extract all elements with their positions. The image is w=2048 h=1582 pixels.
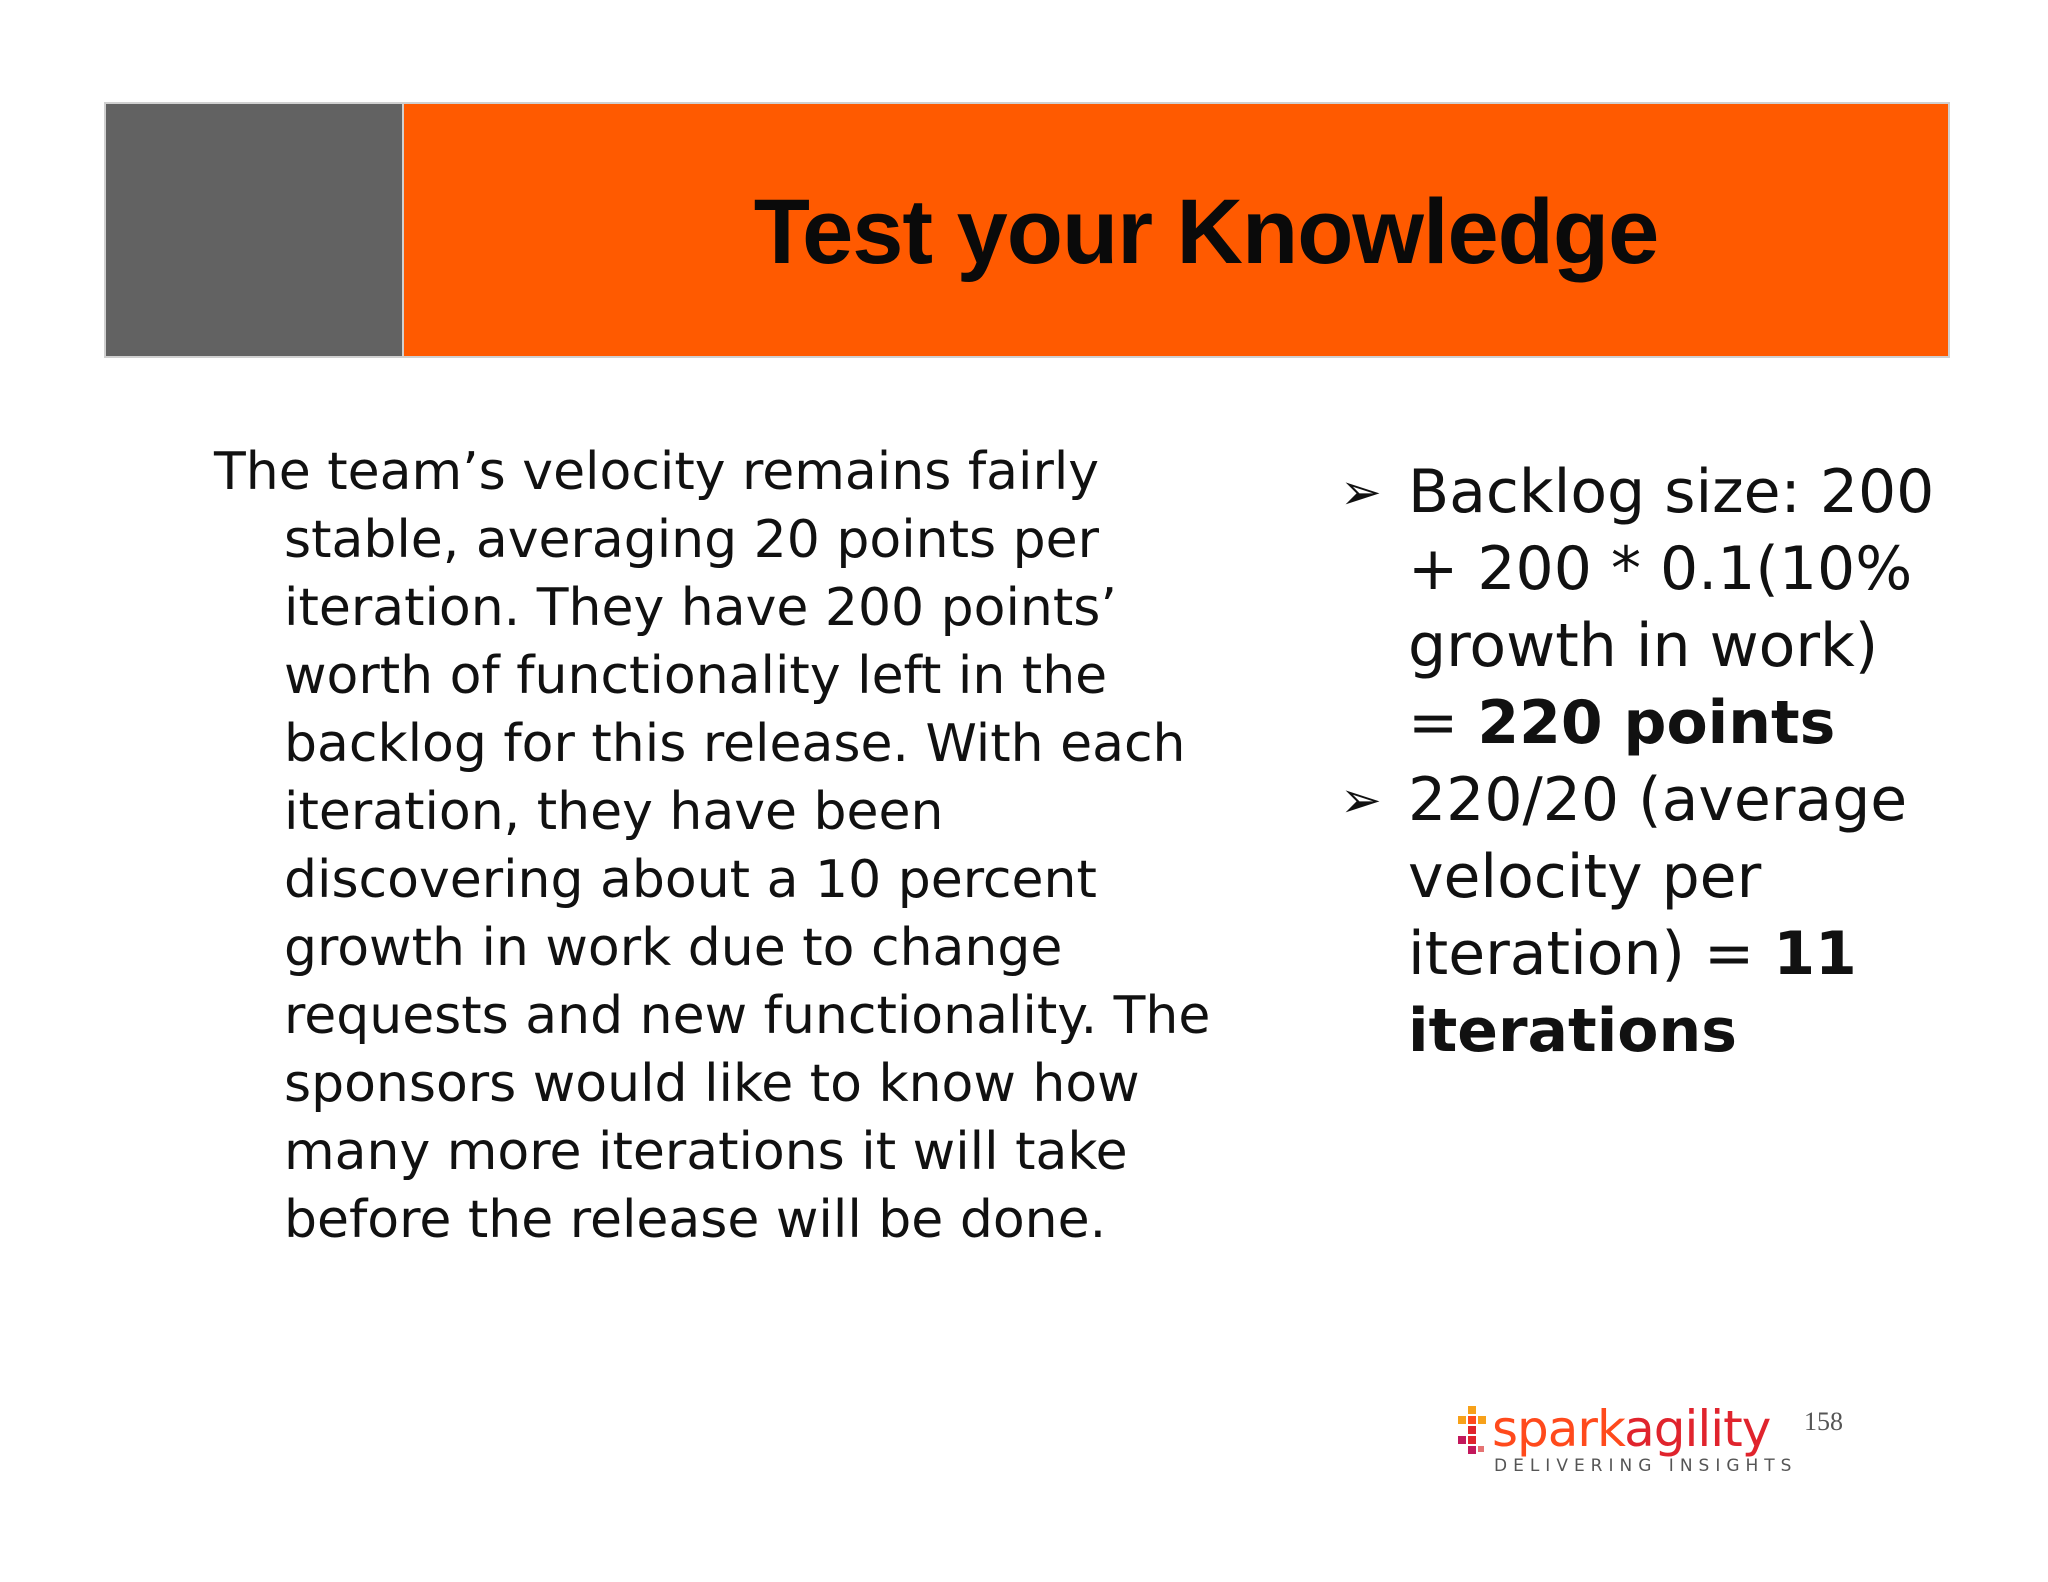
title-banner-orange-block bbox=[404, 104, 1948, 356]
slide-title: Test your Knowledge bbox=[753, 181, 1659, 283]
answer-result: 220 points bbox=[1477, 688, 1836, 758]
page-number: 158 bbox=[1804, 1407, 1843, 1436]
answer-list bbox=[1340, 454, 1940, 1070]
logo-tagline: DELIVERING INSIGHTS bbox=[1494, 1456, 1798, 1476]
logo-wordmark: sparkagility bbox=[1492, 1400, 1771, 1458]
logo-pixel-mark-icon bbox=[1458, 1406, 1486, 1462]
title-banner bbox=[104, 102, 1950, 358]
sparkagility-logo bbox=[1458, 1402, 1858, 1482]
arrow-bullet-icon: ➢ bbox=[1340, 771, 1382, 829]
answer-text: 220/20 (average velocity per iteration) = bbox=[1408, 765, 1908, 989]
arrow-bullet-icon: ➢ bbox=[1340, 463, 1382, 521]
answer-text: Backlog size: 200 + 200 * 0.1(10% growth in work) = bbox=[1408, 457, 1935, 758]
answer-result: 11 iterations bbox=[1408, 919, 1857, 1066]
answer-item bbox=[1340, 454, 1940, 762]
question-text: The team’s velocity remains fairly stable, averaging 20 points per iteration. They have 200 points’ worth of functionality left in the backlog for this release. With each iteration, they have been discovering about a 10 percent growth in work due to change requests and new functionality. The sponsors would like to know how many more iterations it will take before the release will be done. bbox=[214, 442, 1211, 1250]
title-banner-gray-block bbox=[106, 104, 404, 356]
answer-item bbox=[1340, 762, 1940, 1070]
